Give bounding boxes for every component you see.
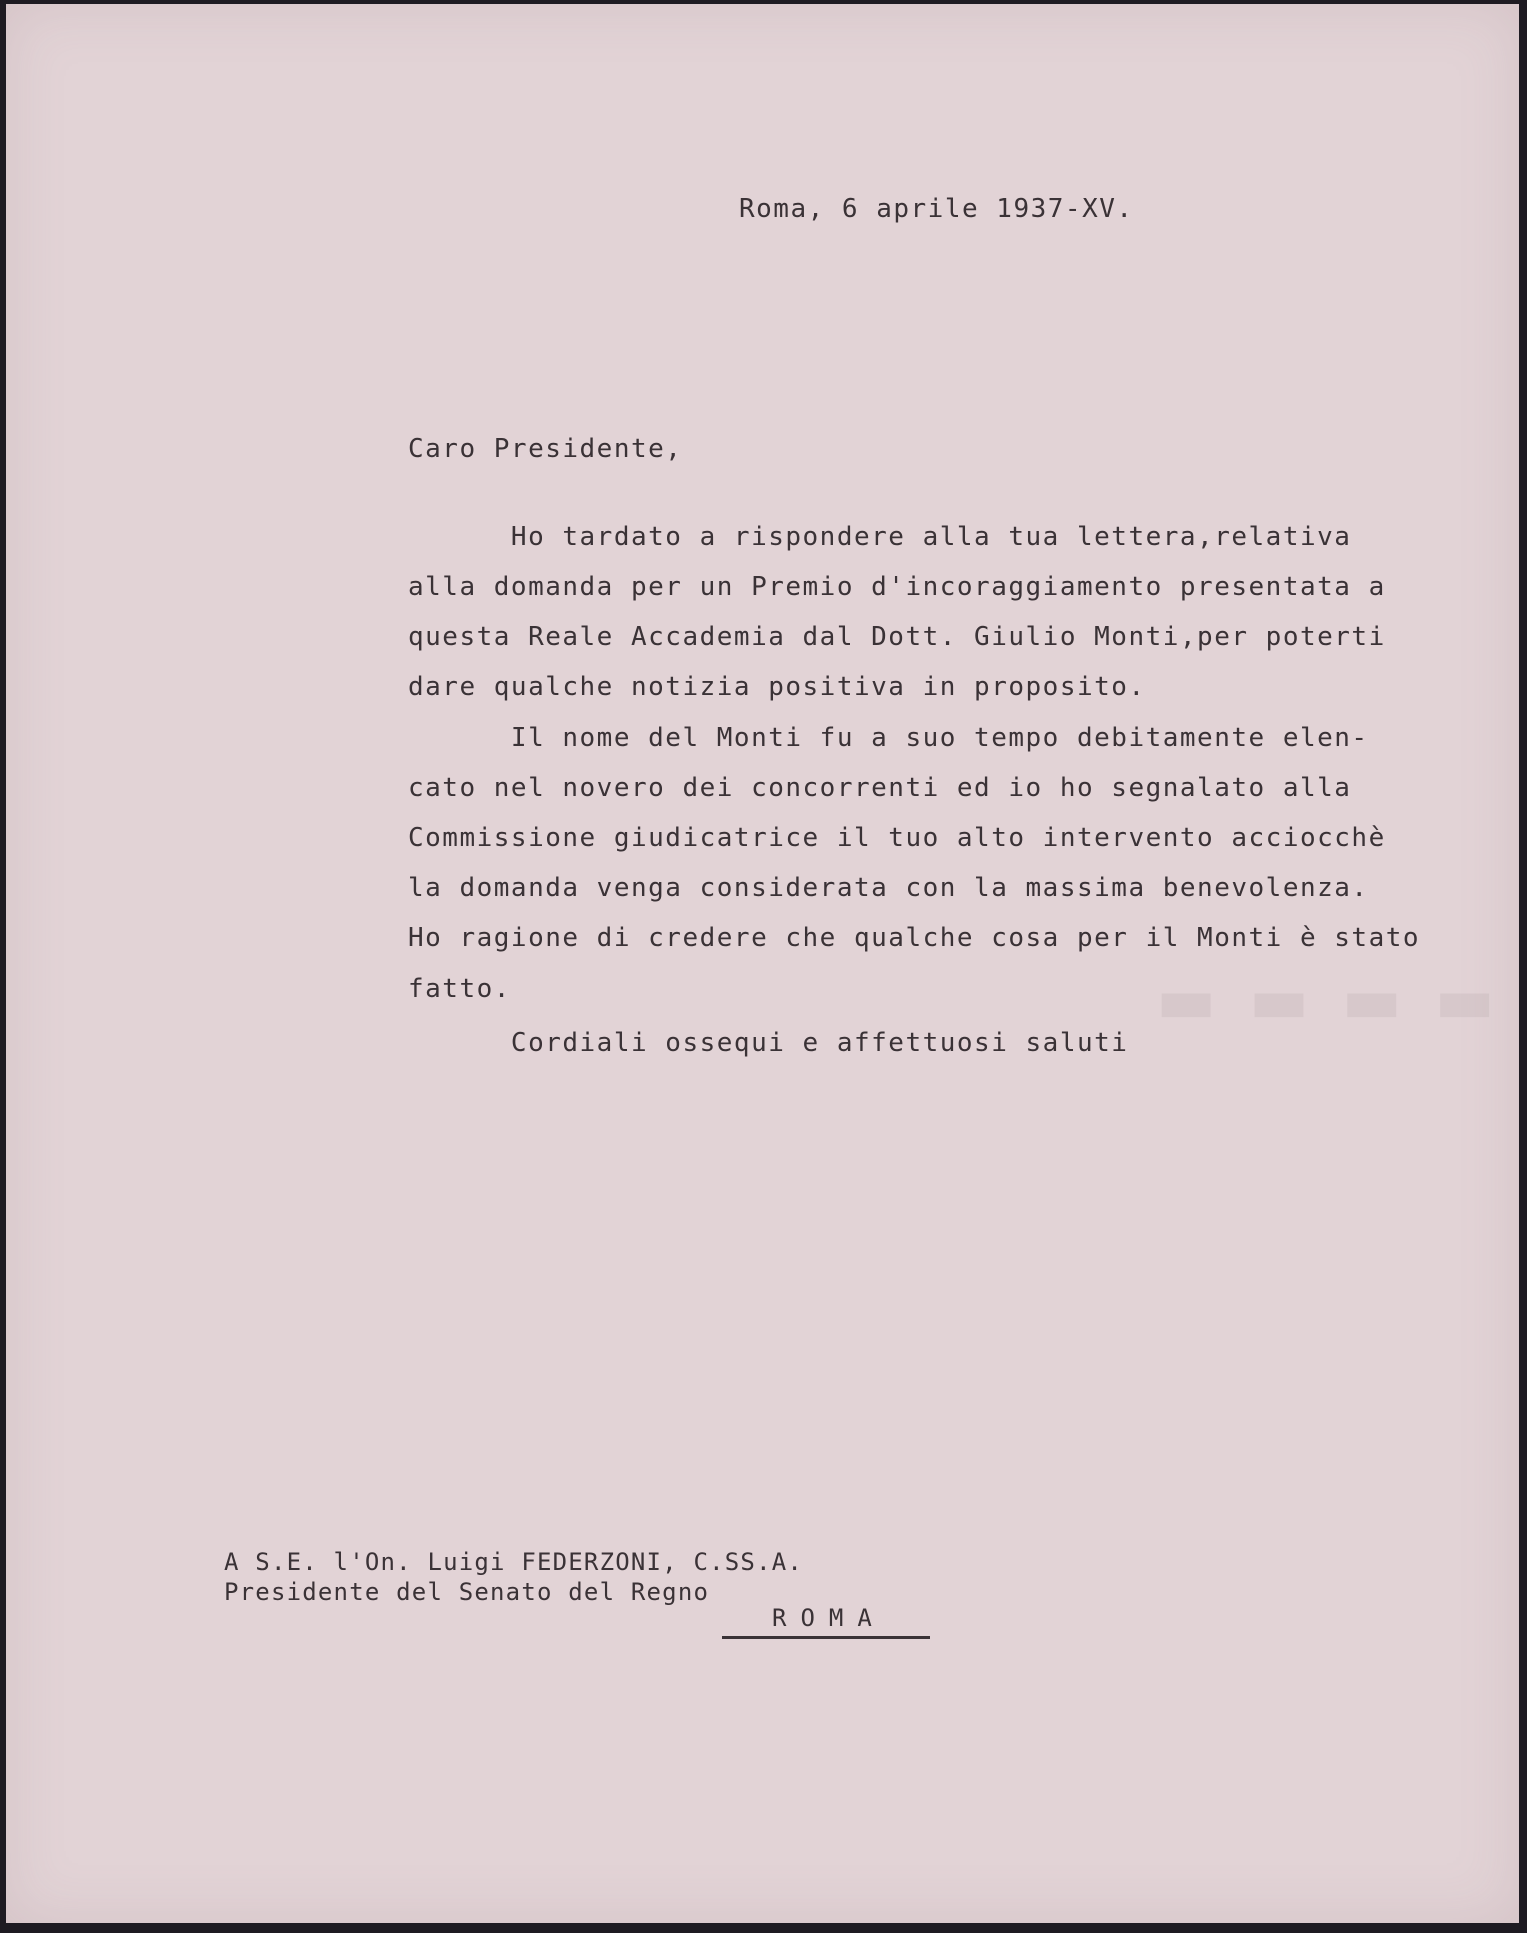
body-line-3: questa Reale Accademia dal Dott. Giulio Monti,per poterti [408, 622, 1386, 652]
body-line-7: Commissione giudicatrice il tuo alto intervento acciocchè [408, 823, 1386, 853]
salutation: Caro Presidente, [408, 434, 683, 464]
address-line-2: Presidente del Senato del Regno [224, 1578, 710, 1606]
body-line-1: Ho tardato a rispondere alla tua lettera,relativa [408, 522, 1352, 552]
body-line-8: la domanda venga considerata con la massima benevolenza. [408, 873, 1369, 903]
body-line-5: Il nome del Monti fu a suo tempo debitamente elen- [408, 723, 1369, 753]
letter-page [6, 4, 1519, 1923]
address-line-1: A S.E. l'On. Luigi FEDERZONI, C.SS.A. [224, 1548, 804, 1576]
letter-date: Roma, 6 aprile 1937-XV. [739, 194, 1134, 224]
body-line-10: fatto. [408, 974, 511, 1004]
body-line-2: alla domanda per un Premio d'incoraggiamento presentata a [408, 572, 1386, 602]
body-line-11: Cordiali ossequi e affettuosi saluti [408, 1028, 1129, 1058]
body-line-9: Ho ragione di credere che qualche cosa per il Monti è stato [408, 923, 1421, 953]
body-line-6: cato nel novero dei concorrenti ed io ho segnalato alla [408, 773, 1352, 803]
body-line-4: dare qualche notizia positiva in proposito. [408, 672, 1146, 702]
show-through-marks: ▬ ▬ ▬ ▬ [1156, 964, 1501, 1038]
address-city: ROMA [722, 1606, 930, 1639]
